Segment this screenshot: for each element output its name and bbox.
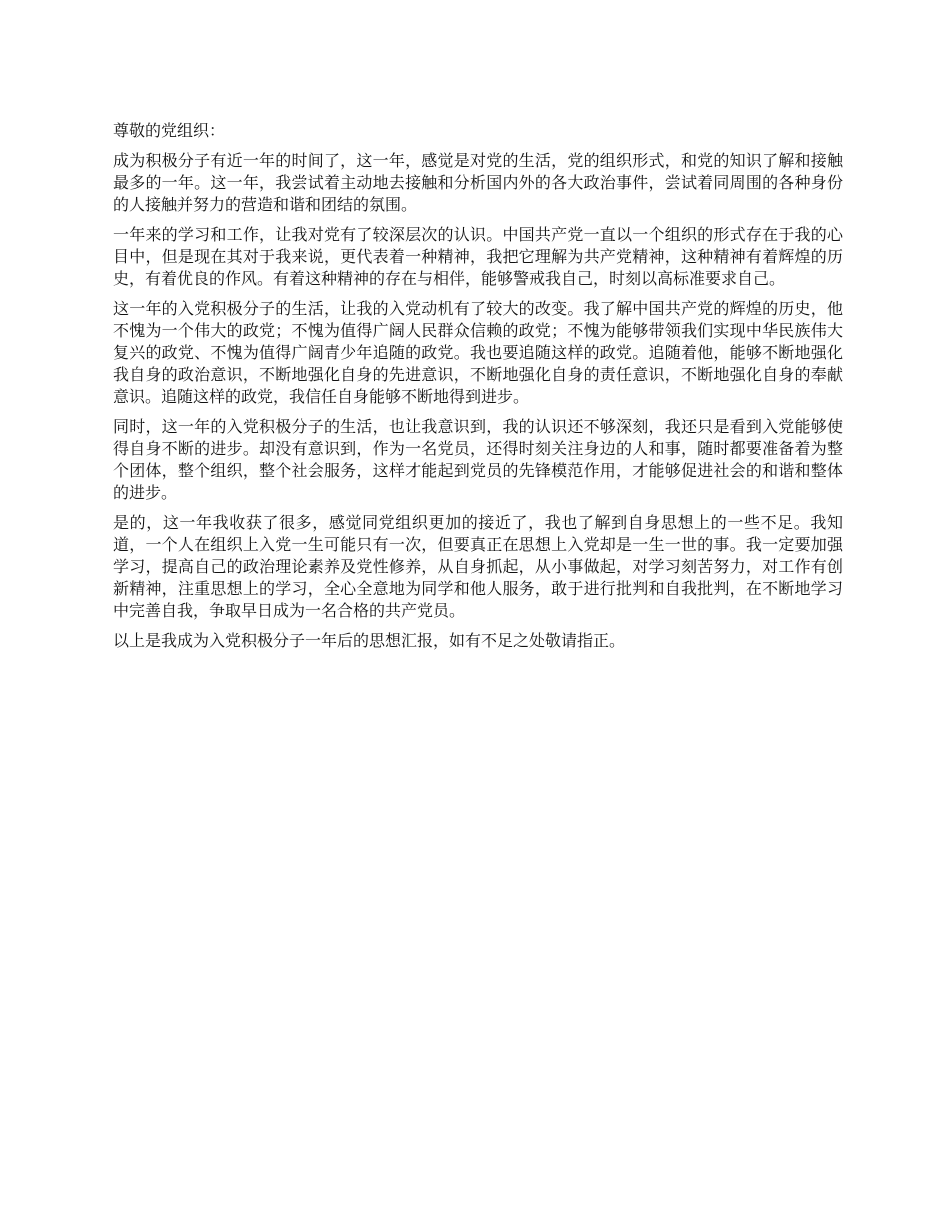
paragraph-4: 同时，这一年的入党积极分子的生活，也让我意识到，我的认识还不够深刻，我还只是看到入党能够使得自身不断的进步。却没有意识到，作为一名党员，还得时刻关注身边的人和事，随时都要准备着为整个团体，整个组织，整个社会服务，这样才能起到党员的先锋模范作用，才能够促进社会的和谐和整体的进步。 [113, 417, 843, 502]
document-page [113, 120, 843, 660]
paragraph-1: 成为积极分子有近一年的时间了，这一年，感觉是对党的生活，党的组织形式，和党的知识了解和接触最多的一年。这一年，我尝试着主动地去接触和分析国内外的各大政治事件，尝试着同周围的各种身份的人接触并努力的营造和谐和团结的氛围。 [113, 151, 843, 214]
salutation: 尊敬的党组织： [113, 121, 226, 140]
paragraph-2: 一年来的学习和工作，让我对党有了较深层次的认识。中国共产党一直以一个组织的形式存在于我的心目中，但是现在其对于我来说，更代表着一种精神，我把它理解为共产党精神，这种精神有着辉煌的历史，有着优良的作风。有着这种精神的存在与相伴，能够警戒我自己，时刻以高标准要求自己。 [113, 225, 843, 288]
paragraph-3: 这一年的入党积极分子的生活，让我的入党动机有了较大的改变。我了解中国共产党的辉煌的历史，他不愧为一个伟大的政党；不愧为值得广阔人民群众信赖的政党；不愧为能够带领我们实现中华民族伟大复兴的政党、不愧为值得广阔青少年追随的政党。我也要追随这样的政党。追随着他，能够不断地强化我自身的政治意识，不断地强化自身的先进意识，不断地强化自身的责任意识，不断地强化自身的奉献意识。追随这样的政党，我信任自身能够不断地得到进步。 [113, 299, 843, 406]
paragraph-5: 是的，这一年我收获了很多，感觉同党组织更加的接近了，我也了解到自身思想上的一些不足。我知道，一个人在组织上入党一生可能只有一次，但要真正在思想上入党却是一生一世的事。我一定要加强学习，提高自己的政治理论素养及党性修养，从自身抓起，从小事做起，对学习刻苦努力，对工作有创新精神，注重思想上的学习，全心全意地为同学和他人服务，敢于进行批判和自我批判，在不断地学习中完善自我，争取早日成为一名合格的共产党员。 [113, 513, 843, 620]
closing-paragraph: 以上是我成为入党积极分子一年后的思想汇报，如有不足之处敬请指正。 [113, 631, 626, 650]
